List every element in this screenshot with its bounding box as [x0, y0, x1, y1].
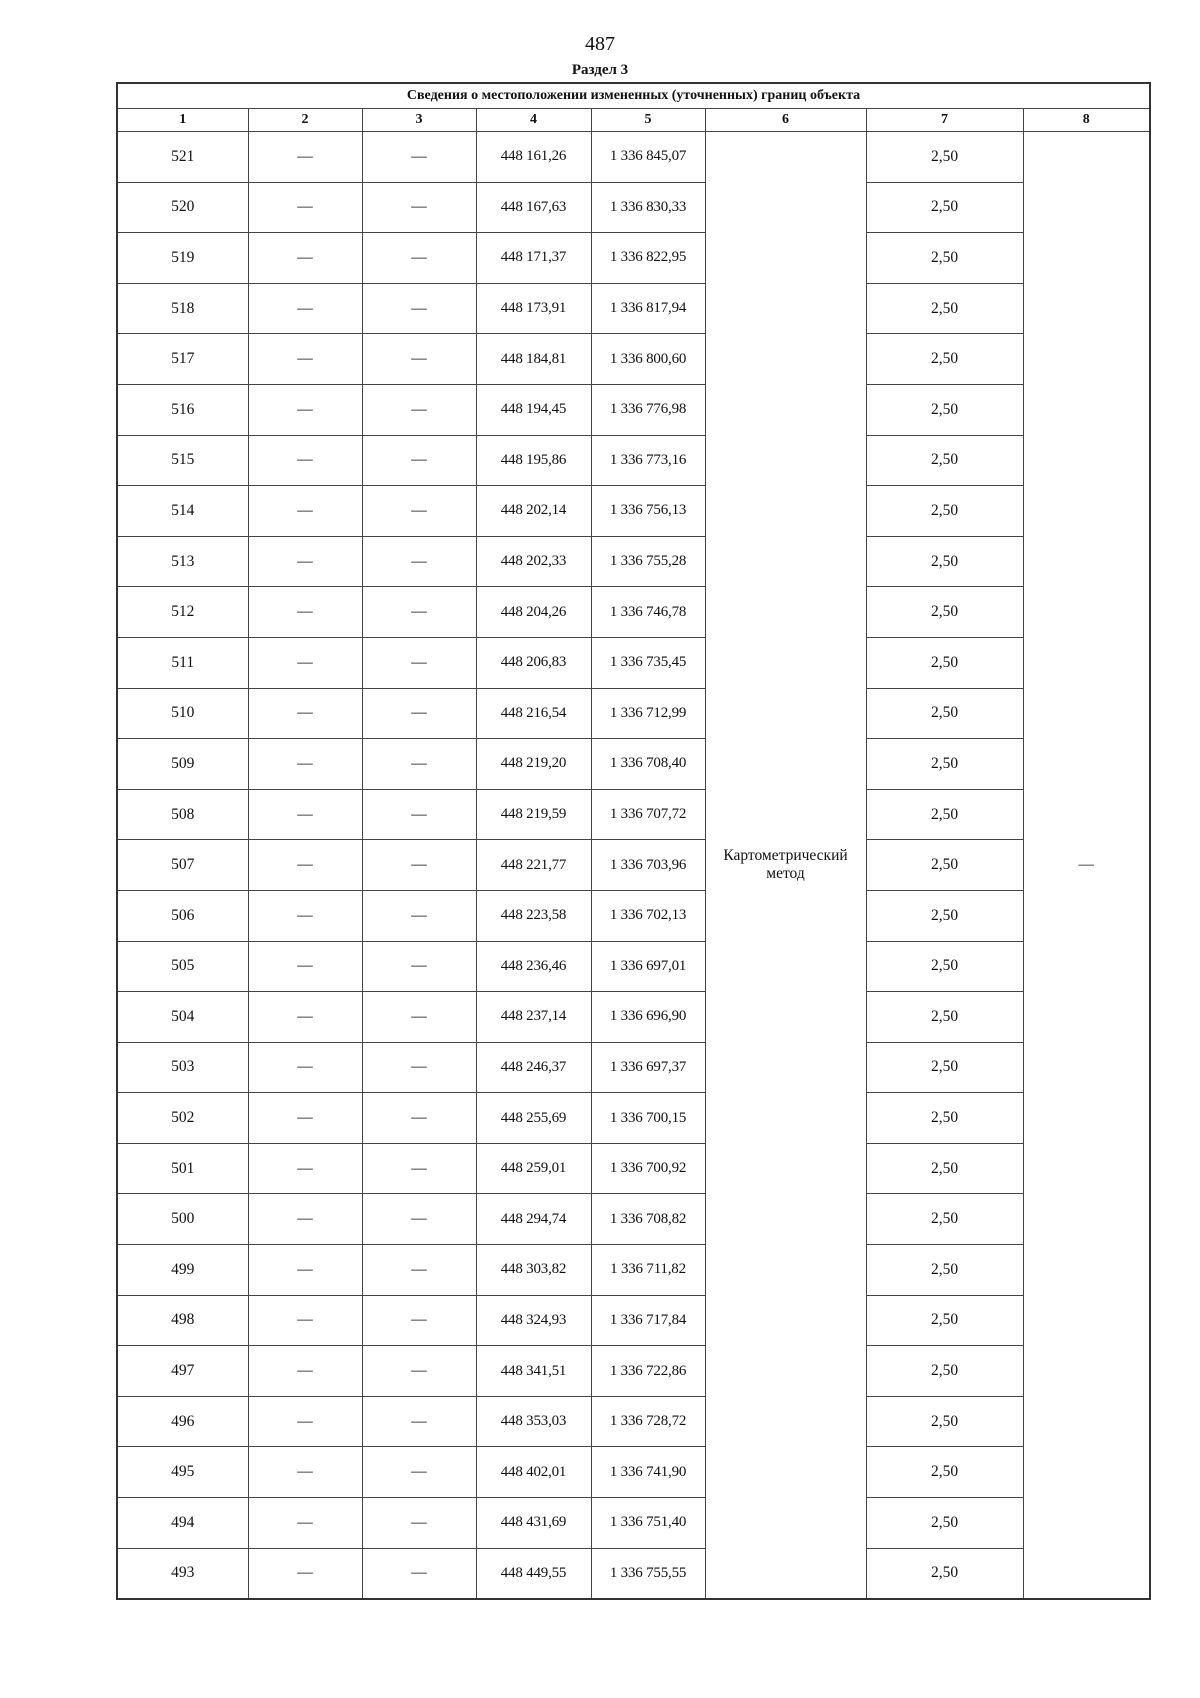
dash-cell: —	[248, 840, 362, 891]
column-number: 4	[476, 109, 591, 132]
column-number: 6	[705, 109, 866, 132]
dash-cell: —	[248, 1295, 362, 1346]
column-number: 1	[117, 109, 248, 132]
accuracy-cell: 2,50	[866, 992, 1023, 1043]
table-row	[117, 1093, 1150, 1144]
accuracy-cell: 2,50	[866, 1346, 1023, 1397]
accuracy-cell: 2,50	[866, 435, 1023, 486]
dash-cell: —	[362, 1447, 476, 1498]
accuracy-cell: 2,50	[866, 182, 1023, 233]
table-caption: Сведения о местоположении измененных (уточненных) границ объекта	[117, 83, 1150, 109]
point-number-cell: 510	[117, 688, 248, 739]
y-coordinate-cell: 1 336 717,84	[591, 1295, 705, 1346]
dash-cell: —	[248, 587, 362, 638]
accuracy-cell: 2,50	[866, 739, 1023, 790]
table-row	[117, 1548, 1150, 1599]
table-row	[117, 1396, 1150, 1447]
x-coordinate-cell: 448 173,91	[476, 283, 591, 334]
point-number-cell: 507	[117, 840, 248, 891]
x-coordinate-cell: 448 161,26	[476, 132, 591, 183]
dash-cell: —	[362, 1143, 476, 1194]
dash-cell: —	[362, 1548, 476, 1599]
dash-cell: —	[362, 486, 476, 537]
dash-cell: —	[248, 637, 362, 688]
dash-cell: —	[362, 739, 476, 790]
dash-cell: —	[248, 789, 362, 840]
column-numbers-row	[117, 109, 1150, 132]
x-coordinate-cell: 448 194,45	[476, 384, 591, 435]
table-row	[117, 334, 1150, 385]
point-number-cell: 508	[117, 789, 248, 840]
dash-cell: —	[362, 435, 476, 486]
x-coordinate-cell: 448 167,63	[476, 182, 591, 233]
dash-cell: —	[248, 1498, 362, 1549]
x-coordinate-cell: 448 202,14	[476, 486, 591, 537]
point-number-cell: 518	[117, 283, 248, 334]
accuracy-cell: 2,50	[866, 1548, 1023, 1599]
dash-cell: —	[362, 536, 476, 587]
dash-cell: —	[248, 1346, 362, 1397]
dash-cell: —	[362, 1245, 476, 1296]
x-coordinate-cell: 448 259,01	[476, 1143, 591, 1194]
dash-cell: —	[248, 1194, 362, 1245]
table-row	[117, 1295, 1150, 1346]
point-number-cell: 520	[117, 182, 248, 233]
x-coordinate-cell: 448 402,01	[476, 1447, 591, 1498]
accuracy-cell: 2,50	[866, 1245, 1023, 1296]
point-number-cell: 506	[117, 890, 248, 941]
dash-cell: —	[248, 890, 362, 941]
boundary-table	[116, 82, 1151, 1600]
dash-cell: —	[248, 486, 362, 537]
accuracy-cell: 2,50	[866, 233, 1023, 284]
dash-cell: —	[362, 132, 476, 183]
dash-cell: —	[248, 992, 362, 1043]
dash-cell: —	[362, 283, 476, 334]
dash-cell: —	[248, 1447, 362, 1498]
table-row	[117, 992, 1150, 1043]
point-number-cell: 512	[117, 587, 248, 638]
dash-cell: —	[248, 132, 362, 183]
x-coordinate-cell: 448 219,20	[476, 739, 591, 790]
table-row	[117, 233, 1150, 284]
table-row	[117, 890, 1150, 941]
column-number: 5	[591, 109, 705, 132]
dash-cell: —	[362, 941, 476, 992]
column-8-cell: —	[1023, 132, 1150, 1600]
point-number-cell: 504	[117, 992, 248, 1043]
accuracy-cell: 2,50	[866, 789, 1023, 840]
accuracy-cell: 2,50	[866, 1042, 1023, 1093]
dash-cell: —	[362, 233, 476, 284]
dash-cell: —	[362, 637, 476, 688]
table-row	[117, 1447, 1150, 1498]
x-coordinate-cell: 448 216,54	[476, 688, 591, 739]
y-coordinate-cell: 1 336 728,72	[591, 1396, 705, 1447]
page-number: 487	[585, 33, 615, 55]
dash-cell: —	[362, 1295, 476, 1346]
dash-cell: —	[362, 182, 476, 233]
x-coordinate-cell: 448 324,93	[476, 1295, 591, 1346]
dash-cell: —	[362, 1194, 476, 1245]
accuracy-cell: 2,50	[866, 840, 1023, 891]
table-row	[117, 1498, 1150, 1549]
dash-cell: —	[248, 941, 362, 992]
point-number-cell: 514	[117, 486, 248, 537]
dash-cell: —	[248, 1042, 362, 1093]
accuracy-cell: 2,50	[866, 1447, 1023, 1498]
dash-cell: —	[362, 1042, 476, 1093]
x-coordinate-cell: 448 353,03	[476, 1396, 591, 1447]
y-coordinate-cell: 1 336 722,86	[591, 1346, 705, 1397]
point-number-cell: 495	[117, 1447, 248, 1498]
x-coordinate-cell: 448 221,77	[476, 840, 591, 891]
x-coordinate-cell: 448 171,37	[476, 233, 591, 284]
accuracy-cell: 2,50	[866, 486, 1023, 537]
table-row	[117, 587, 1150, 638]
y-coordinate-cell: 1 336 845,07	[591, 132, 705, 183]
x-coordinate-cell: 448 184,81	[476, 334, 591, 385]
dash-cell: —	[248, 435, 362, 486]
dash-cell: —	[248, 1245, 362, 1296]
dash-cell: —	[362, 1396, 476, 1447]
accuracy-cell: 2,50	[866, 587, 1023, 638]
table-row	[117, 637, 1150, 688]
point-number-cell: 496	[117, 1396, 248, 1447]
accuracy-cell: 2,50	[866, 1396, 1023, 1447]
y-coordinate-cell: 1 336 702,13	[591, 890, 705, 941]
point-number-cell: 513	[117, 536, 248, 587]
dash-cell: —	[362, 334, 476, 385]
y-coordinate-cell: 1 336 773,16	[591, 435, 705, 486]
y-coordinate-cell: 1 336 755,28	[591, 536, 705, 587]
y-coordinate-cell: 1 336 703,96	[591, 840, 705, 891]
table-row	[117, 688, 1150, 739]
dash-cell: —	[362, 688, 476, 739]
accuracy-cell: 2,50	[866, 1143, 1023, 1194]
table-row	[117, 789, 1150, 840]
dash-cell: —	[362, 992, 476, 1043]
column-number: 2	[248, 109, 362, 132]
y-coordinate-cell: 1 336 735,45	[591, 637, 705, 688]
y-coordinate-cell: 1 336 746,78	[591, 587, 705, 638]
accuracy-cell: 2,50	[866, 637, 1023, 688]
point-number-cell: 494	[117, 1498, 248, 1549]
point-number-cell: 503	[117, 1042, 248, 1093]
dash-cell: —	[362, 1498, 476, 1549]
dash-cell: —	[248, 233, 362, 284]
point-number-cell: 499	[117, 1245, 248, 1296]
column-number: 7	[866, 109, 1023, 132]
dash-cell: —	[248, 384, 362, 435]
y-coordinate-cell: 1 336 707,72	[591, 789, 705, 840]
dash-cell: —	[248, 283, 362, 334]
table-row	[117, 840, 1150, 891]
dash-cell: —	[248, 182, 362, 233]
dash-cell: —	[248, 334, 362, 385]
dash-cell: —	[362, 1346, 476, 1397]
accuracy-cell: 2,50	[866, 1295, 1023, 1346]
y-coordinate-cell: 1 336 756,13	[591, 486, 705, 537]
y-coordinate-cell: 1 336 708,82	[591, 1194, 705, 1245]
dash-cell: —	[362, 789, 476, 840]
accuracy-cell: 2,50	[866, 688, 1023, 739]
dash-cell: —	[248, 1396, 362, 1447]
x-coordinate-cell: 448 204,26	[476, 587, 591, 638]
y-coordinate-cell: 1 336 700,92	[591, 1143, 705, 1194]
point-number-cell: 497	[117, 1346, 248, 1397]
accuracy-cell: 2,50	[866, 132, 1023, 183]
dash-cell: —	[248, 739, 362, 790]
dash-cell: —	[362, 1093, 476, 1144]
dash-cell: —	[248, 1093, 362, 1144]
column-number: 3	[362, 109, 476, 132]
table-row	[117, 1042, 1150, 1093]
accuracy-cell: 2,50	[866, 283, 1023, 334]
x-coordinate-cell: 448 431,69	[476, 1498, 591, 1549]
point-number-cell: 519	[117, 233, 248, 284]
y-coordinate-cell: 1 336 751,40	[591, 1498, 705, 1549]
table-row	[117, 384, 1150, 435]
table-row	[117, 283, 1150, 334]
point-number-cell: 517	[117, 334, 248, 385]
point-number-cell: 515	[117, 435, 248, 486]
y-coordinate-cell: 1 336 776,98	[591, 384, 705, 435]
point-number-cell: 498	[117, 1295, 248, 1346]
table-row	[117, 1143, 1150, 1194]
y-coordinate-cell: 1 336 800,60	[591, 334, 705, 385]
point-number-cell: 502	[117, 1093, 248, 1144]
y-coordinate-cell: 1 336 712,99	[591, 688, 705, 739]
point-number-cell: 509	[117, 739, 248, 790]
accuracy-cell: 2,50	[866, 384, 1023, 435]
point-number-cell: 500	[117, 1194, 248, 1245]
table-row	[117, 1245, 1150, 1296]
y-coordinate-cell: 1 336 708,40	[591, 739, 705, 790]
section-title: Раздел 3	[571, 62, 629, 78]
y-coordinate-cell: 1 336 830,33	[591, 182, 705, 233]
dash-cell: —	[362, 890, 476, 941]
dash-cell: —	[362, 840, 476, 891]
point-number-cell: 521	[117, 132, 248, 183]
point-number-cell: 501	[117, 1143, 248, 1194]
y-coordinate-cell: 1 336 817,94	[591, 283, 705, 334]
point-number-cell: 511	[117, 637, 248, 688]
dash-cell: —	[248, 688, 362, 739]
accuracy-cell: 2,50	[866, 334, 1023, 385]
table-row	[117, 182, 1150, 233]
method-cell: Картометрический метод	[705, 132, 866, 1600]
point-number-cell: 493	[117, 1548, 248, 1599]
y-coordinate-cell: 1 336 700,15	[591, 1093, 705, 1144]
x-coordinate-cell: 448 449,55	[476, 1548, 591, 1599]
table-body	[117, 132, 1150, 1600]
x-coordinate-cell: 448 219,59	[476, 789, 591, 840]
dash-cell: —	[248, 536, 362, 587]
table-row	[117, 132, 1150, 183]
point-number-cell: 516	[117, 384, 248, 435]
point-number-cell: 505	[117, 941, 248, 992]
x-coordinate-cell: 448 202,33	[476, 536, 591, 587]
dash-cell: —	[248, 1548, 362, 1599]
x-coordinate-cell: 448 294,74	[476, 1194, 591, 1245]
accuracy-cell: 2,50	[866, 890, 1023, 941]
dash-cell: —	[362, 587, 476, 638]
accuracy-cell: 2,50	[866, 941, 1023, 992]
x-coordinate-cell: 448 223,58	[476, 890, 591, 941]
column-number: 8	[1023, 109, 1150, 132]
y-coordinate-cell: 1 336 711,82	[591, 1245, 705, 1296]
table-row	[117, 435, 1150, 486]
y-coordinate-cell: 1 336 697,37	[591, 1042, 705, 1093]
table-row	[117, 941, 1150, 992]
table-row	[117, 536, 1150, 587]
x-coordinate-cell: 448 195,86	[476, 435, 591, 486]
y-coordinate-cell: 1 336 697,01	[591, 941, 705, 992]
x-coordinate-cell: 448 341,51	[476, 1346, 591, 1397]
y-coordinate-cell: 1 336 696,90	[591, 992, 705, 1043]
x-coordinate-cell: 448 255,69	[476, 1093, 591, 1144]
table-row	[117, 486, 1150, 537]
accuracy-cell: 2,50	[866, 536, 1023, 587]
x-coordinate-cell: 448 206,83	[476, 637, 591, 688]
x-coordinate-cell: 448 303,82	[476, 1245, 591, 1296]
dash-cell: —	[248, 1143, 362, 1194]
x-coordinate-cell: 448 236,46	[476, 941, 591, 992]
y-coordinate-cell: 1 336 741,90	[591, 1447, 705, 1498]
y-coordinate-cell: 1 336 755,55	[591, 1548, 705, 1599]
x-coordinate-cell: 448 246,37	[476, 1042, 591, 1093]
table-row	[117, 1346, 1150, 1397]
accuracy-cell: 2,50	[866, 1194, 1023, 1245]
dash-cell: —	[362, 384, 476, 435]
y-coordinate-cell: 1 336 822,95	[591, 233, 705, 284]
accuracy-cell: 2,50	[866, 1093, 1023, 1144]
accuracy-cell: 2,50	[866, 1498, 1023, 1549]
table-row	[117, 739, 1150, 790]
x-coordinate-cell: 448 237,14	[476, 992, 591, 1043]
table-row	[117, 1194, 1150, 1245]
